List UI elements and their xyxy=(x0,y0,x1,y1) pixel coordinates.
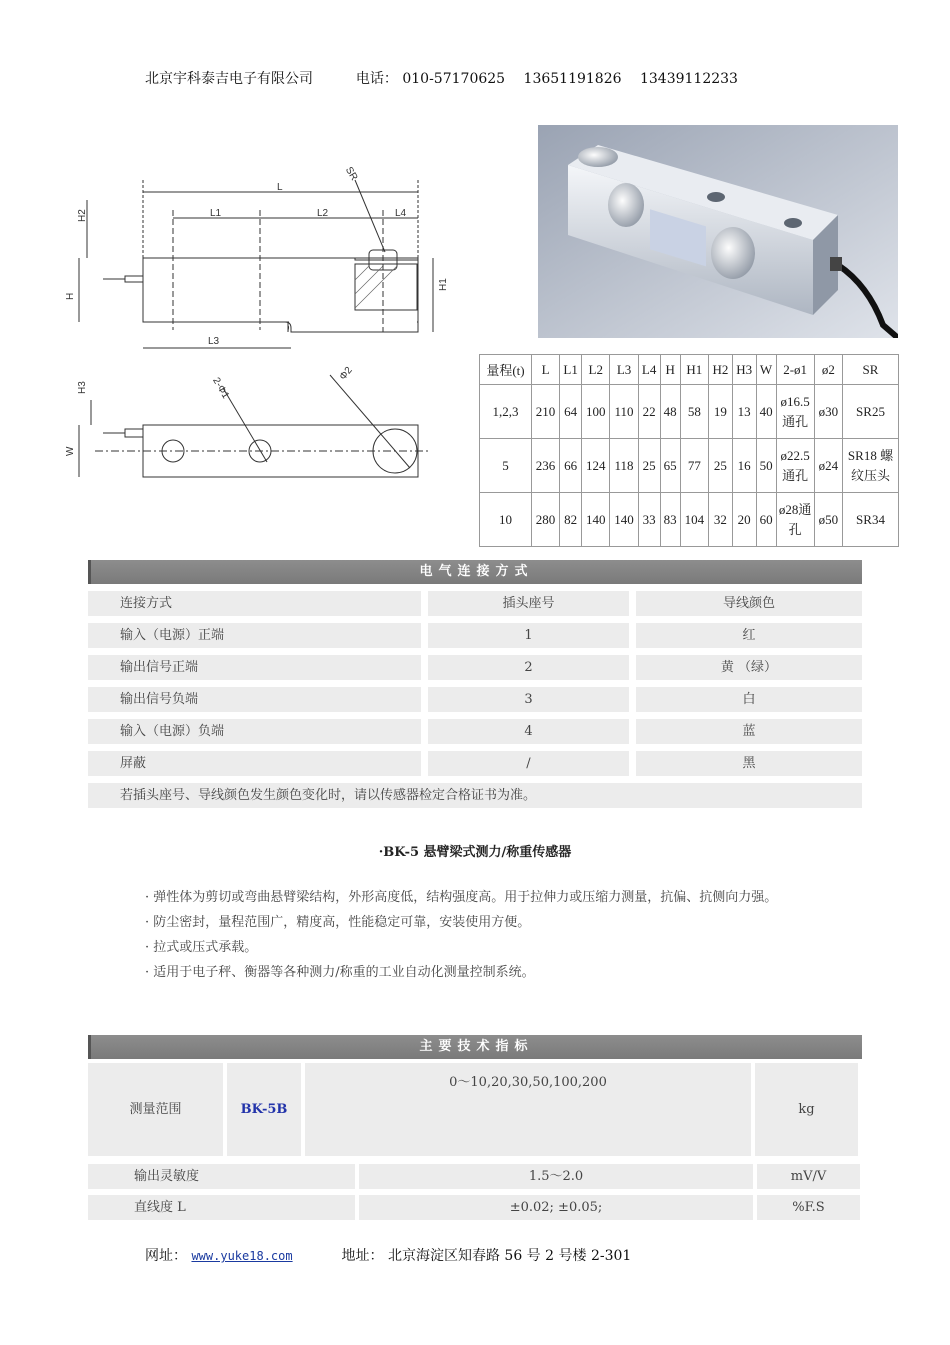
phone-number: 010-57170625 xyxy=(402,71,506,87)
table-cell: 黄 （绿） xyxy=(636,655,862,680)
spec-table xyxy=(479,354,899,547)
table-cell: 60 xyxy=(756,493,776,547)
spec-header-cell: H xyxy=(660,355,680,385)
table-cell: 280 xyxy=(531,493,559,547)
spec-header-cell: H2 xyxy=(709,355,733,385)
spec-header-cell: L xyxy=(531,355,559,385)
table-cell: ø30 xyxy=(814,385,842,439)
table-cell: SR34 xyxy=(843,493,899,547)
table-row xyxy=(88,623,862,648)
table-cell: 3 xyxy=(428,687,629,712)
table-cell: 110 xyxy=(610,385,638,439)
table-cell: 红 xyxy=(636,623,862,648)
dim-label-L1: L1 xyxy=(210,208,222,219)
table-cell: 48 xyxy=(660,385,680,439)
table-cell: ø24 xyxy=(814,439,842,493)
table-cell: 13 xyxy=(732,385,756,439)
spec-header-cell: L1 xyxy=(560,355,582,385)
table-cell: 连接方式 xyxy=(88,591,421,616)
table-cell: ø50 xyxy=(814,493,842,547)
phone-label: 电话： xyxy=(355,71,398,87)
table-cell: 导线颜色 xyxy=(636,591,862,616)
table-cell: mV/V xyxy=(757,1164,860,1189)
table-row xyxy=(88,751,862,776)
table-row xyxy=(88,591,862,616)
table-cell: 输出信号负端 xyxy=(88,687,421,712)
table-row xyxy=(88,1195,862,1220)
phone-number: 13439112233 xyxy=(639,71,738,87)
company-name: 北京宇科泰吉电子有限公司 xyxy=(145,71,313,87)
table-cell: 124 xyxy=(582,439,610,493)
table-cell: 140 xyxy=(610,493,638,547)
spec-header-cell: W xyxy=(756,355,776,385)
table-row xyxy=(480,493,899,547)
table-cell: 输入（电源）负端 xyxy=(88,719,421,744)
table-cell: 20 xyxy=(732,493,756,547)
dim-label-L3: L3 xyxy=(208,336,220,347)
table-cell: SR18 螺纹压头 xyxy=(843,439,899,493)
table-cell: 直线度 L xyxy=(88,1195,355,1220)
electrical-section-title: 电气连接方式 xyxy=(88,560,862,584)
table-cell: SR25 xyxy=(843,385,899,439)
range-unit: kg xyxy=(755,1063,858,1156)
dim-label-L: L xyxy=(277,182,283,193)
table-cell: 104 xyxy=(680,493,708,547)
table-cell: 210 xyxy=(531,385,559,439)
table-cell: 118 xyxy=(610,439,638,493)
list-item: · 防尘密封，量程范围广，精度高，性能稳定可靠，安装使用方便。 xyxy=(145,915,531,930)
table-cell: 16 xyxy=(732,439,756,493)
table-cell: 4 xyxy=(428,719,629,744)
dim-label-L4: L4 xyxy=(395,208,407,219)
table-row xyxy=(88,783,862,808)
dim-label-phi2: Φ2 xyxy=(337,364,355,383)
table-cell: 25 xyxy=(709,439,733,493)
table-row xyxy=(480,439,899,493)
table-cell: 5 xyxy=(480,439,532,493)
table-cell: 236 xyxy=(531,439,559,493)
table-cell: 140 xyxy=(582,493,610,547)
table-cell: 58 xyxy=(680,385,708,439)
table-cell: 屏蔽 xyxy=(88,751,421,776)
table-cell: 1.5～2.0 xyxy=(359,1164,753,1189)
table-row xyxy=(480,385,899,439)
dim-label-H2: H2 xyxy=(77,209,88,222)
table-cell: 1,2,3 xyxy=(480,385,532,439)
table-cell: 输入（电源）正端 xyxy=(88,623,421,648)
dimension-drawing xyxy=(55,160,475,505)
table-cell: ø28通孔 xyxy=(776,493,814,547)
table-cell: 83 xyxy=(660,493,680,547)
table-row xyxy=(88,1063,862,1156)
electrical-table xyxy=(88,591,862,815)
table-cell: 66 xyxy=(560,439,582,493)
dim-label-2-phi1: 2-Φ1 xyxy=(210,375,231,401)
dim-label-H: H xyxy=(65,292,76,300)
table-row xyxy=(88,1164,862,1189)
phone-number: 13651191826 xyxy=(523,71,622,87)
table-cell: ±0.02; ±0.05; xyxy=(359,1195,753,1220)
table-cell: 100 xyxy=(582,385,610,439)
table-cell: 19 xyxy=(709,385,733,439)
model-label: BK-5B xyxy=(227,1063,301,1156)
address-label: 地址： xyxy=(341,1248,384,1264)
dim-label-SR: SR xyxy=(342,165,360,183)
spec-header-cell: L3 xyxy=(610,355,638,385)
table-cell: 黑 xyxy=(636,751,862,776)
table-cell: / xyxy=(428,751,629,776)
dim-label-L2: L2 xyxy=(317,208,329,219)
table-cell: 32 xyxy=(709,493,733,547)
table-cell: 插头座号 xyxy=(428,591,629,616)
table-cell: 64 xyxy=(560,385,582,439)
range-value: 0～10,20,30,50,100,200 xyxy=(305,1063,751,1156)
list-item: · 弹性体为剪切或弯曲悬臂梁结构，外形高度低，结构强度高。用于拉伸力或压缩力测量，抗偏、抗侧向力强。 xyxy=(145,890,778,905)
table-cell: 22 xyxy=(638,385,660,439)
list-item: · 适用于电子秤、衡器等各种测力/称重的工业自动化测量控制系统。 xyxy=(145,965,535,980)
dim-label-H1: H1 xyxy=(438,278,449,291)
electrical-note: 若插头座号、导线颜色发生颜色变化时，请以传感器检定合格证书为准。 xyxy=(88,783,862,808)
product-photo xyxy=(538,125,898,338)
dim-label-H3: H3 xyxy=(77,381,88,394)
feature-list xyxy=(145,885,825,985)
product-title: ·BK-5 悬臂梁式测力/称重传感器 xyxy=(378,845,572,860)
table-cell: 1 xyxy=(428,623,629,648)
page-footer xyxy=(145,1245,631,1265)
spec-header-cell: L2 xyxy=(582,355,610,385)
table-cell: 2 xyxy=(428,655,629,680)
table-cell: 输出灵敏度 xyxy=(88,1164,355,1189)
range-label: 测量范围 xyxy=(88,1063,223,1156)
table-cell: 33 xyxy=(638,493,660,547)
page-header xyxy=(145,68,752,88)
table-cell: 输出信号正端 xyxy=(88,655,421,680)
tech-section-title: 主要技术指标 xyxy=(88,1035,862,1059)
table-cell: 65 xyxy=(660,439,680,493)
dim-label-W: W xyxy=(65,446,76,456)
spec-table-header-row xyxy=(480,355,899,385)
website-link[interactable]: www.yuke18.com xyxy=(191,1249,293,1263)
table-cell: 82 xyxy=(560,493,582,547)
spec-header-cell: ø2 xyxy=(814,355,842,385)
table-row xyxy=(88,655,862,680)
table-cell: 25 xyxy=(638,439,660,493)
spec-header-cell: H3 xyxy=(732,355,756,385)
table-cell: 77 xyxy=(680,439,708,493)
table-cell: 10 xyxy=(480,493,532,547)
table-row xyxy=(88,687,862,712)
web-label: 网址： xyxy=(145,1248,187,1264)
table-cell: 40 xyxy=(756,385,776,439)
table-row xyxy=(88,719,862,744)
table-cell: 白 xyxy=(636,687,862,712)
spec-header-cell: H1 xyxy=(680,355,708,385)
table-cell: ø16.5通孔 xyxy=(776,385,814,439)
address-text: 北京海淀区知春路 56 号 2 号楼 2-301 xyxy=(387,1248,632,1264)
table-cell: 50 xyxy=(756,439,776,493)
spec-header-cell: L4 xyxy=(638,355,660,385)
table-cell: %F.S xyxy=(757,1195,860,1220)
spec-header-cell: 2-ø1 xyxy=(776,355,814,385)
list-item: · 拉式或压式承载。 xyxy=(145,940,258,955)
spec-header-cell: 量程(t) xyxy=(480,355,532,385)
spec-header-cell: SR xyxy=(843,355,899,385)
table-cell: ø22.5通孔 xyxy=(776,439,814,493)
table-cell: 蓝 xyxy=(636,719,862,744)
tech-table xyxy=(88,1063,862,1226)
